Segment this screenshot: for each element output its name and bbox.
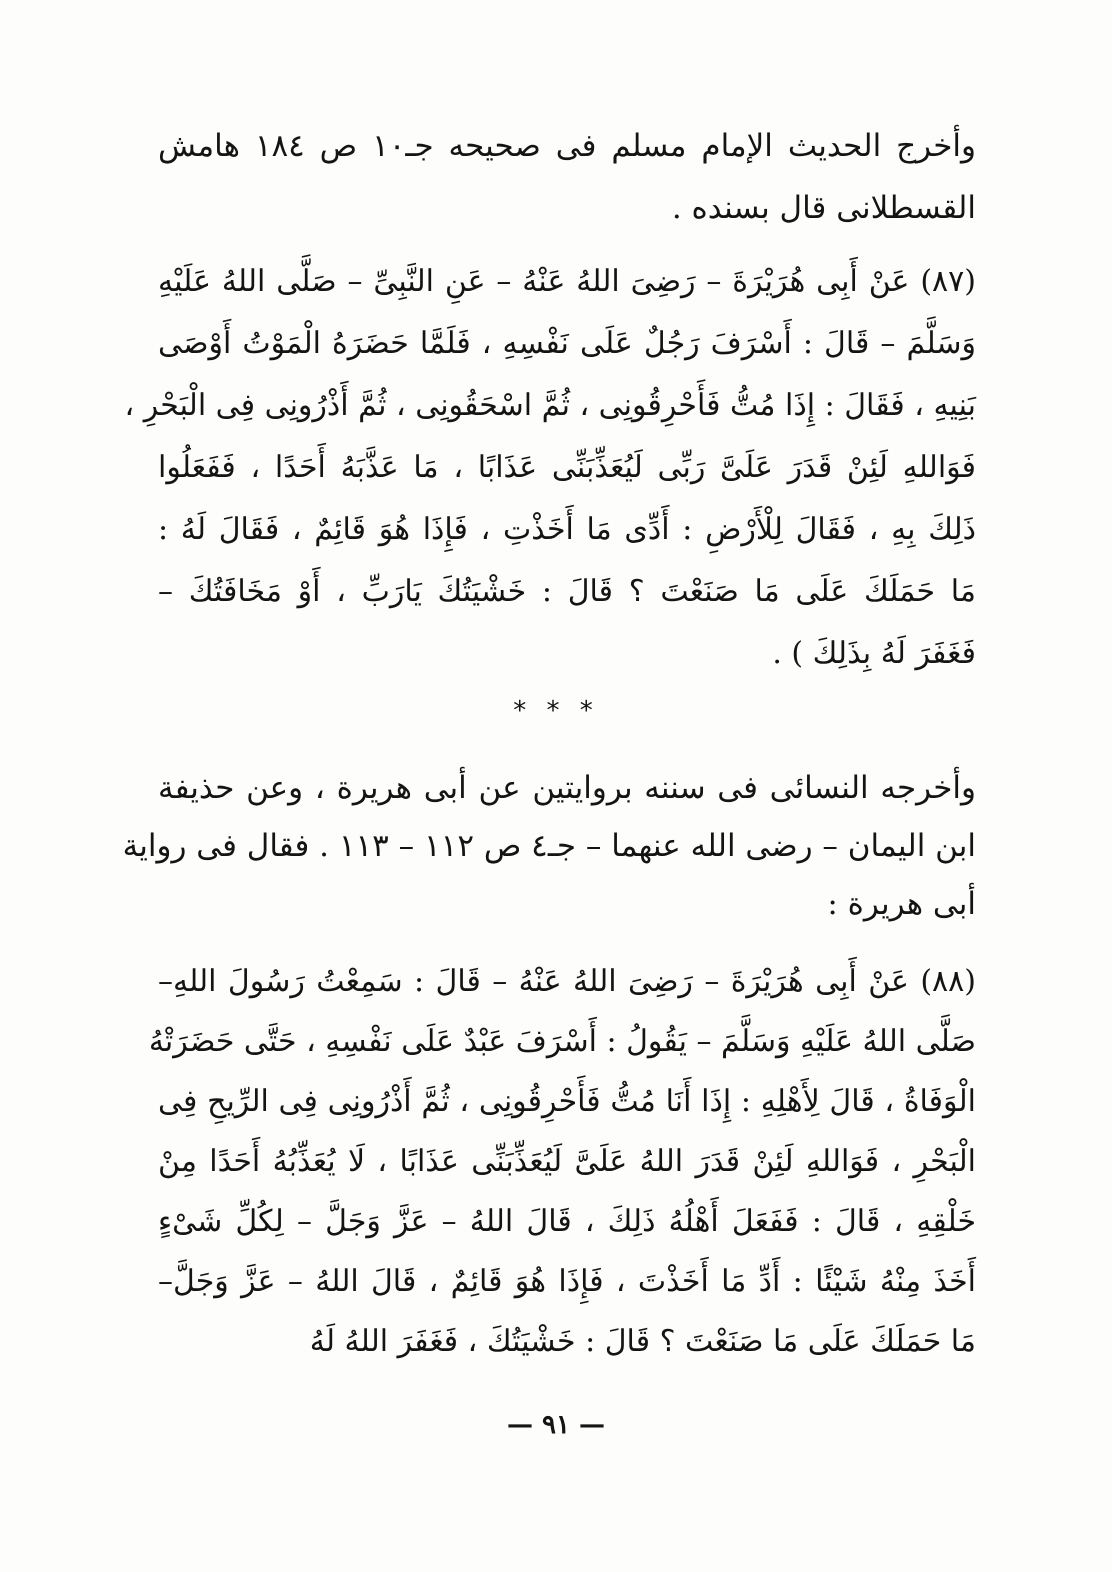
hadith-88-line-7: مَا حَمَلَكَ عَلَى مَا صَنَعْتَ ؟ قَالَ : خَشْيَتُكَ ، فَغَفَرَ اللهُ لَهُ: [309, 1324, 976, 1359]
hadith-88-line-6: أَخَذَ مِنْهُ شَيْئًا : أَدِّ مَا أَخَذْتَ ، فَإِذَا هُوَ قَائِمٌ ، قَالَ اللهُ – عَزَّ وَجَلَّ–: [158, 1264, 976, 1299]
hadith-87-line-3: بَنِيهِ ، فَقَالَ : إِذَا مُتُّ فَأَحْرِقُونِى ، ثُمَّ اسْحَقُونِى ، ثُمَّ أَذْرُونِى فِى الْبَحْرِ ،: [124, 388, 976, 423]
hadith-87-line-6: مَا حَمَلَكَ عَلَى مَا صَنَعْتَ ؟ قَالَ : خَشْيَتُكَ يَارَبِّ ، أَوْ مَخَافَتُكَ –: [158, 574, 976, 609]
intro-line-1: وأخرج الحديث الإمام مسلم فى صحيحه جـ١٠ ص ١٨٤ هامش: [158, 128, 976, 164]
page-number: — ٩١ —: [506, 1410, 606, 1440]
section-separator: * * *: [513, 696, 599, 726]
hadith-88-line-1: (٨٨) عَنْ أَبِى هُرَيْرَةَ – رَضِىَ اللهُ عَنْهُ – قَالَ : سَمِعْتُ رَسُولَ اللهِ–: [158, 964, 976, 999]
hadith-87-line-5: ذَلِكَ بِهِ ، فَقَالَ لِلْأَرْضِ : أَدِّى مَا أَخَذْتِ ، فَإِذَا هُوَ قَائِمٌ ، فَقَالَ لَهُ :: [158, 512, 976, 547]
hadith-88-line-4: الْبَحْرِ ، فَوَاللهِ لَئِنْ قَدَرَ اللهُ عَلَىَّ لَيُعَذِّبَنِّى عَذَابًا ، لَا يُعَذِّبُهُ أَحَدًا مِنْ: [158, 1144, 976, 1179]
transition-line-1: وأخرجه النسائى فى سننه بروايتين عن أبى هريرة ، وعن حذيفة: [158, 770, 976, 806]
hadith-88-line-5: خَلْقِهِ ، قَالَ : فَفَعَلَ أَهْلُهُ ذَلِكَ ، قَالَ اللهُ – عَزَّ وَجَلَّ – لِكُلِّ شَىْءٍ: [158, 1204, 976, 1239]
hadith-87-line-4: فَوَاللهِ لَئِنْ قَدَرَ عَلَىَّ رَبِّى لَيُعَذِّبَنِّى عَذَابًا ، مَا عَذَّبَهُ أَحَدًا ، فَفَعَلُوا: [158, 450, 976, 485]
transition-line-3: أبى هريرة :: [827, 886, 976, 922]
hadith-87-line-1: (٨٧) عَنْ أَبِى هُرَيْرَةَ – رَضِىَ اللهُ عَنْهُ – عَنِ النَّبِىِّ – صَلَّى اللهُ عَلَيْهِ: [158, 264, 976, 299]
transition-line-2: ابن اليمان – رضى الله عنهما – جـ٤ ص ١١٢ – ١١٣ . فقال فى رواية: [122, 828, 976, 864]
hadith-88-line-2: صَلَّى اللهُ عَلَيْهِ وَسَلَّمَ – يَقُولُ : أَسْرَفَ عَبْدٌ عَلَى نَفْسِهِ ، حَتَّى حَضَرَتْهُ: [148, 1024, 976, 1059]
hadith-88-line-3: الْوَفَاةُ ، قَالَ لِأَهْلِهِ : إِذَا أَنَا مُتُّ فَأَحْرِقُونِى ، ثُمَّ أَذْرُونِى فِى الرِّيحِ فِى: [158, 1084, 976, 1119]
hadith-87-line-2: وَسَلَّمَ – قَالَ : أَسْرَفَ رَجُلٌ عَلَى نَفْسِهِ ، فَلَمَّا حَضَرَهُ الْمَوْتُ أَوْصَى: [158, 326, 976, 361]
hadith-87-line-7: فَغَفَرَ لَهُ بِذَلِكَ ) .: [772, 636, 976, 671]
intro-line-2: القسطلانى قال بسنده .: [671, 190, 976, 226]
